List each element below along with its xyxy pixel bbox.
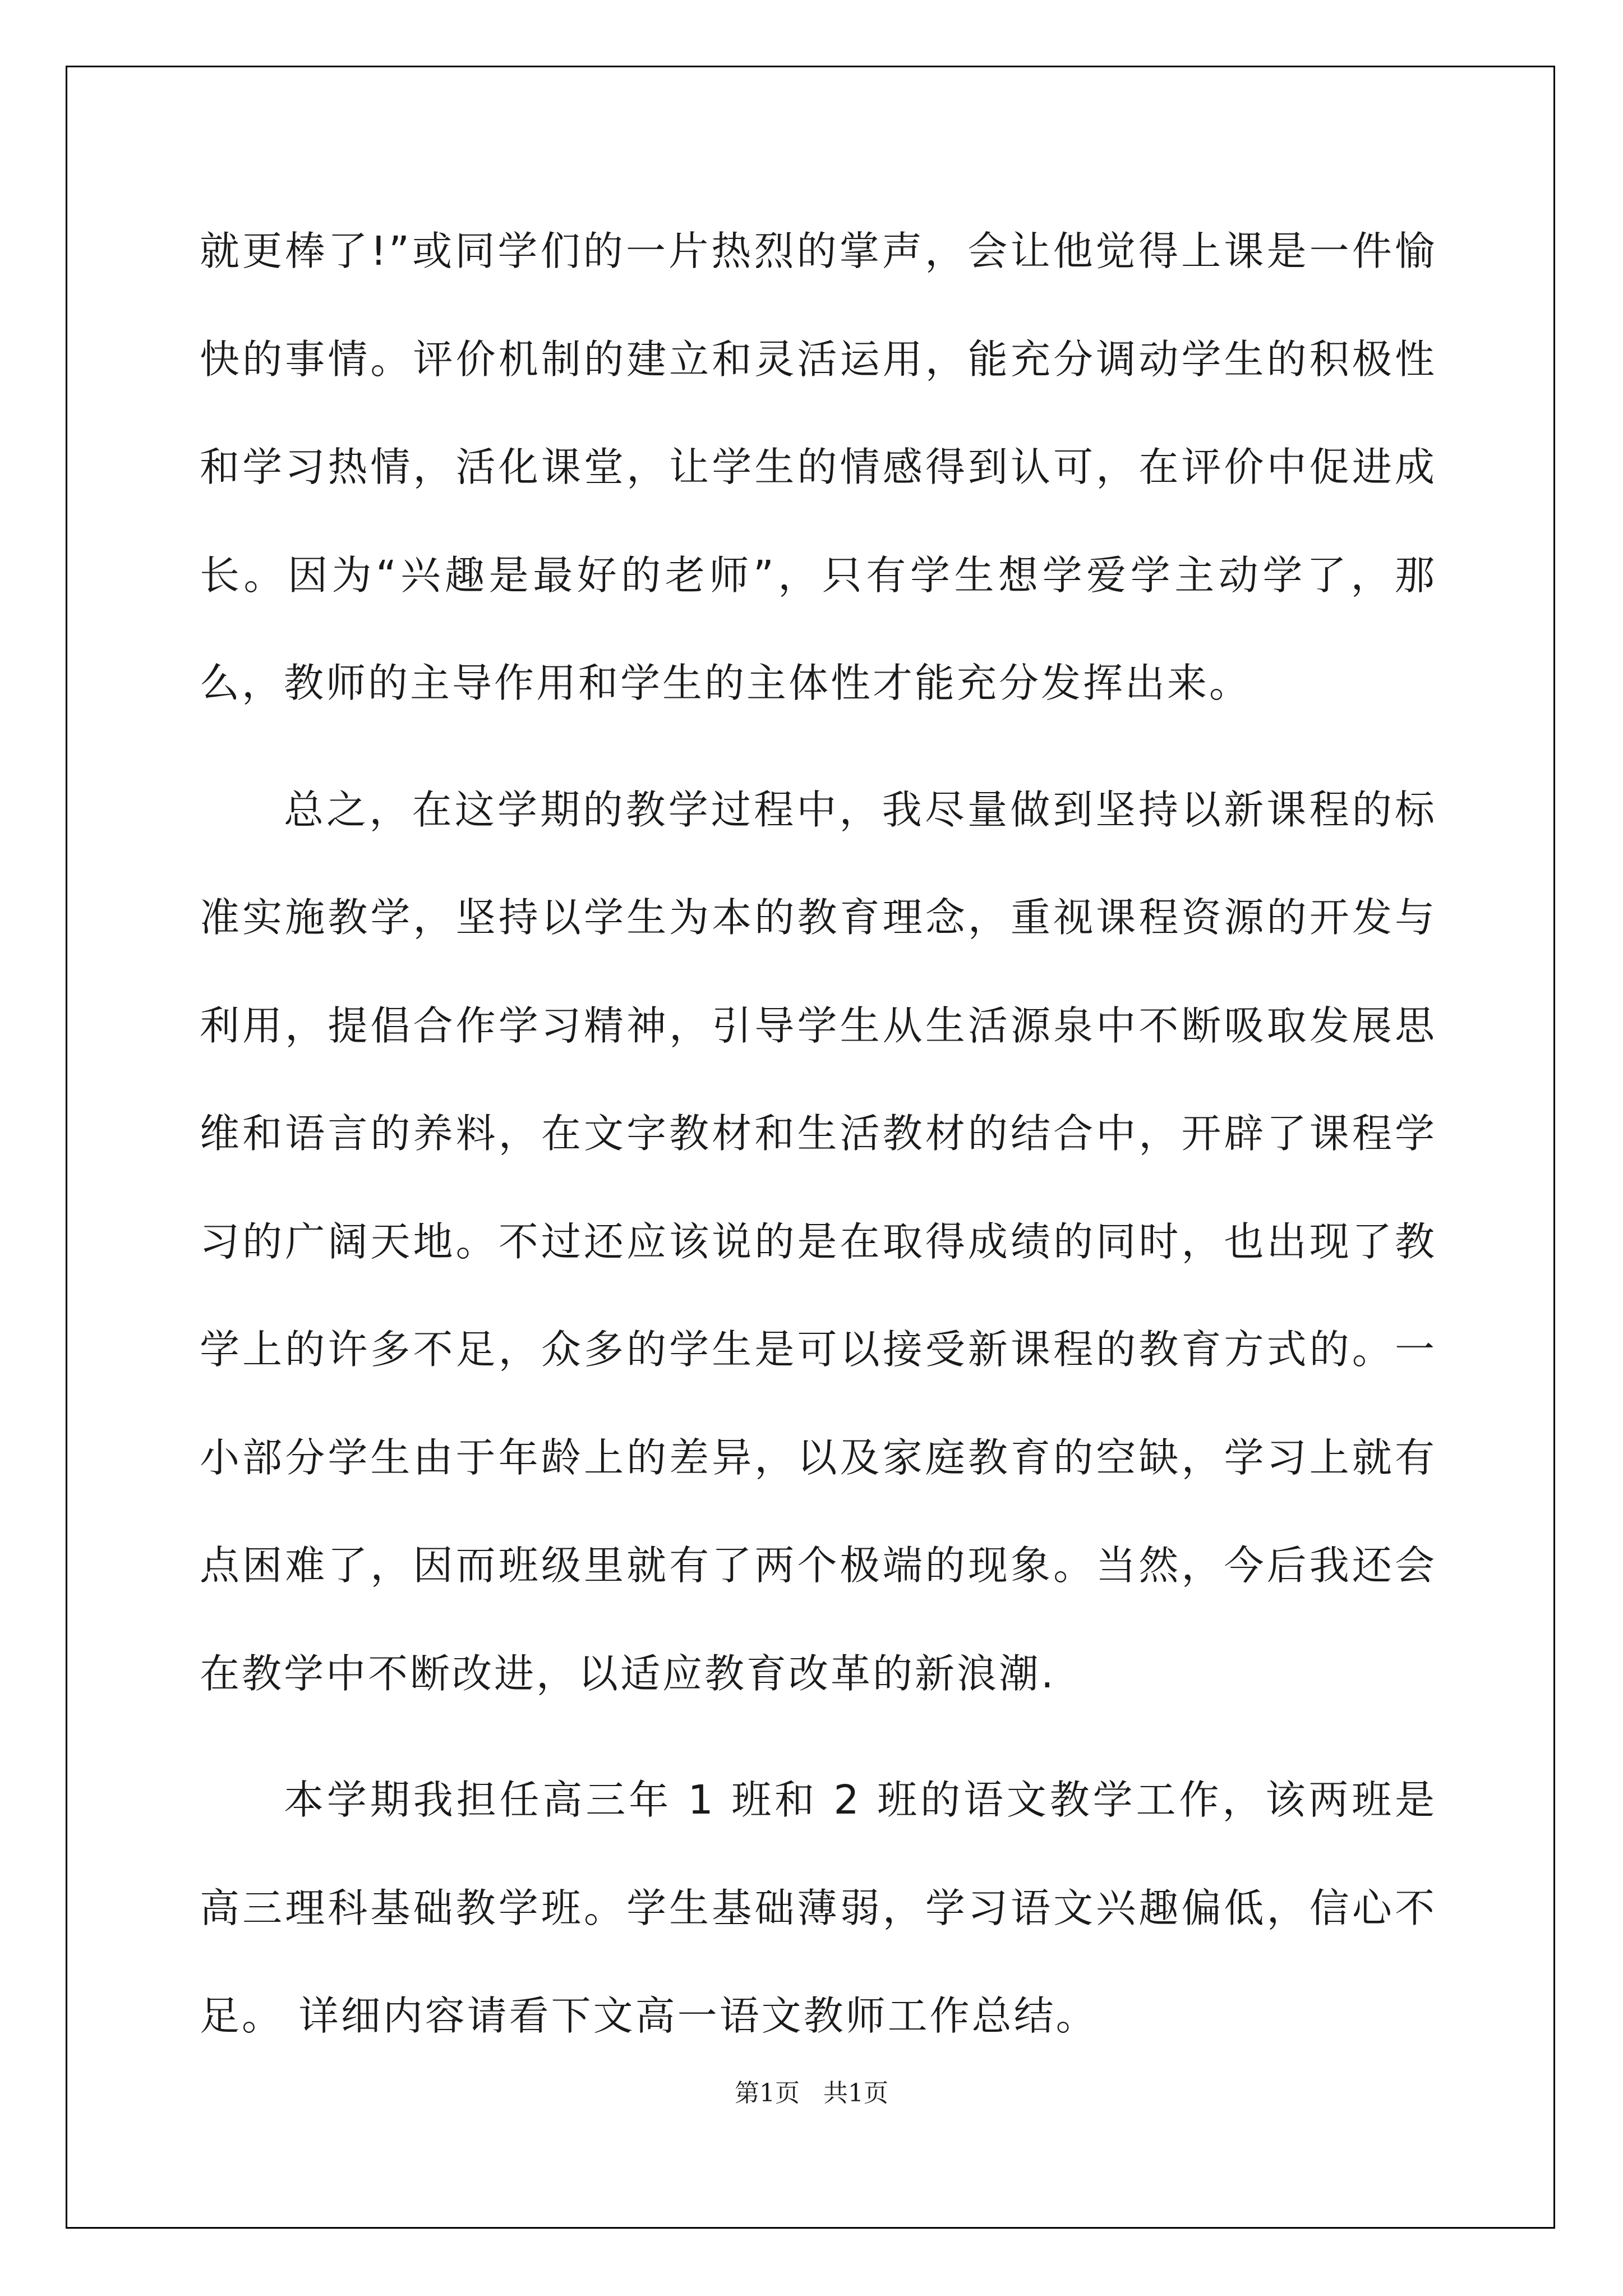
document-body <box>200 197 1437 2070</box>
paragraph-1: 就更棒了!”或同学们的一片热烈的掌声，会让他觉得上课是一件愉快的事情。评价机制的建立和灵活运用，能充分调动学生的积极性和学习热情，活化课堂，让学生的情感得到认可，在评价中促进成长。因为“兴趣是最好的老师”，只有学生想学爱学主动学了，那么，教师的主导作用和学生的主体性才能充分发挥出来。 <box>200 228 1437 706</box>
paragraph-3: 本学期我担任高三年 1 班和 2 班的语文教学工作，该两班是高三理科基础教学班。学生基础薄弱，学习语文兴趣偏低，信心不足。 详细内容请看下文高一语文教师工作总结。 <box>200 1777 1437 2039</box>
paragraph-2: 总之，在这学期的教学过程中，我尽量做到坚持以新课程的标准实施教学，坚持以学生为本的教育理念，重视课程资源的开发与利用，提倡合作学习精神，引导学生从生活源泉中不断吸取发展思维和语言的养料，在文字教材和生活教材的结合中，开辟了课程学习的广阔天地。不过还应该说的是在取得成绩的同时，也出现了教学上的许多不足，众多的学生是可以接受新课程的教育方式的。一小部分学生由于年龄上的差异，以及家庭教育的空缺，学习上就有点困难了，因而班级里就有了两个极端的现象。当然，今后我还会在教学中不断改进，以适应教育改革的新浪潮. <box>200 786 1437 1697</box>
page-footer: 第1页 共1页 <box>735 2079 888 2108</box>
